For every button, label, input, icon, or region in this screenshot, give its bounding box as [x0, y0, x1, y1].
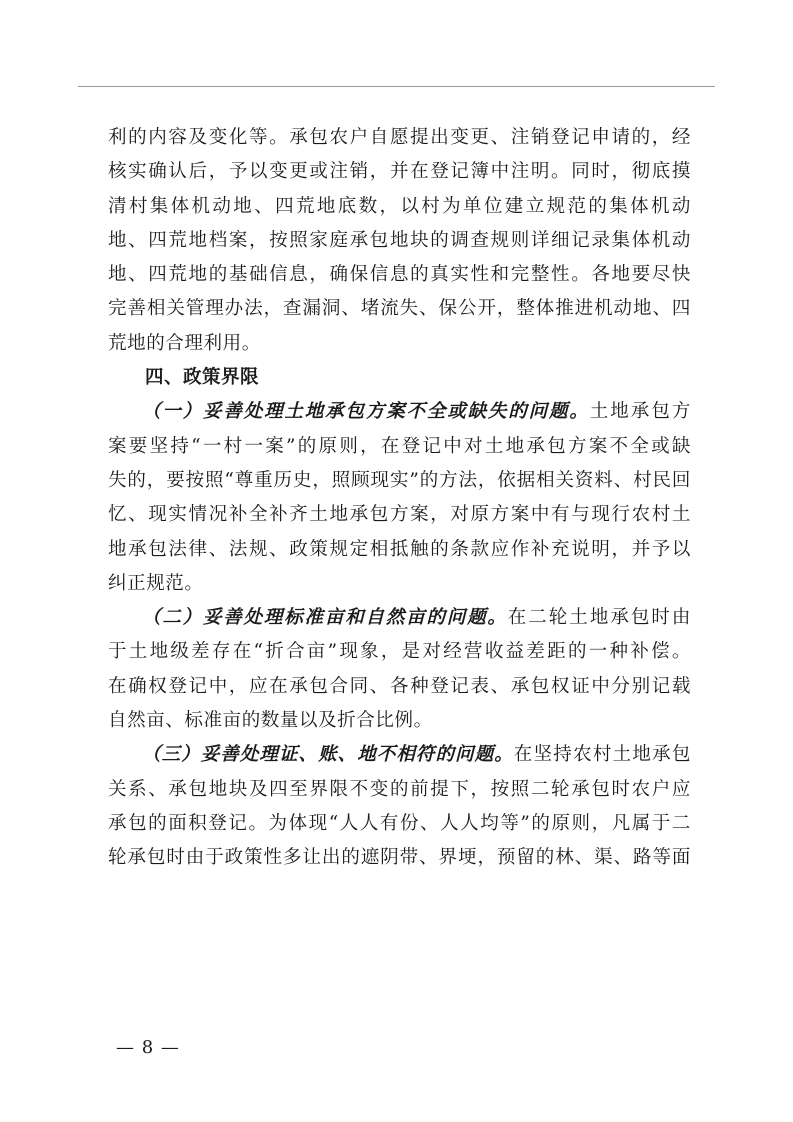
- text-line: 地、四荒地的基础信息，确保信息的真实性和完整性。各地要尽快: [108, 264, 691, 286]
- paragraph-land-records: [108, 121, 691, 361]
- text-line: 完善相关管理办法，查漏洞、堵流失、保公开，整体推进机动地、四: [108, 298, 691, 320]
- text-line: [108, 738, 691, 772]
- item-1-lead: （一）妥善处理土地承包方案不全或缺失的问题。: [142, 401, 590, 423]
- item-1-first-rest: 土地承包方: [589, 401, 691, 423]
- paragraph-item-3: [108, 738, 691, 875]
- paragraph-item-2: [108, 601, 691, 738]
- section-heading-policy-limits: 四、政策界限: [145, 367, 260, 389]
- text-line: 地承包法律、法规、政策规定相抵触的条款应作补充说明，并予以: [108, 538, 691, 560]
- text-line: 清村集体机动地、四荒地底数，以村为单位建立规范的集体机动: [108, 195, 691, 217]
- item-3-first-rest: 在坚持农村土地承包: [513, 744, 691, 766]
- text-line: [108, 395, 691, 429]
- item-2-first-rest: 在二轮土地承包时由: [507, 607, 691, 629]
- text-line: 利的内容及变化等。承包农户自愿提出变更、注销登记申请的，经: [108, 127, 691, 148]
- item-3-lead: （三）妥善处理证、账、地不相符的问题。: [142, 744, 514, 766]
- text-line: 忆、现实情况补全补齐土地承包方案，对原方案中有与现行农村土: [108, 504, 691, 526]
- text-line: 纠正规范。: [108, 572, 204, 594]
- text-line: 关系、承包地块及四至界限不变的前提下，按照二轮承包时农户应: [108, 778, 691, 800]
- header-rule: [78, 86, 715, 87]
- text-line: [108, 601, 691, 635]
- page-number: — 8 —: [116, 1037, 180, 1058]
- text-line: 承包的面积登记。为体现“人人有份、人人均等”的原则，凡属于二: [108, 812, 691, 834]
- document-body: [108, 121, 691, 876]
- text-line: 自然亩、标准亩的数量以及折合比例。: [108, 710, 433, 732]
- paragraph-item-1: [108, 395, 691, 601]
- item-2-lead: （二）妥善处理标准亩和自然亩的问题。: [142, 607, 508, 629]
- text-line: 于土地级差存在“折合亩”现象，是对经营收益差距的一种补偿。: [108, 641, 691, 663]
- text-line: 在确权登记中，应在承包合同、各种登记表、承包权证中分别记载: [108, 675, 691, 697]
- text-line: 失的，要按照“尊重历史，照顾现实”的方法，依据相关资料、村民回: [108, 469, 691, 491]
- text-line: 案要坚持“一村一案”的原则，在登记中对土地承包方案不全或缺: [108, 435, 691, 457]
- text-line: 核实确认后，予以变更或注销，并在登记簿中注明。同时，彻底摸: [108, 161, 691, 183]
- text-line: 荒地的合理利用。: [108, 332, 261, 354]
- text-line: 轮承包时由于政策性多让出的遮阴带、界埂，预留的林、渠、路等面: [108, 847, 691, 869]
- text-line: 地、四荒地档案，按照家庭承包地块的调查规则详细记录集体机动: [108, 229, 691, 251]
